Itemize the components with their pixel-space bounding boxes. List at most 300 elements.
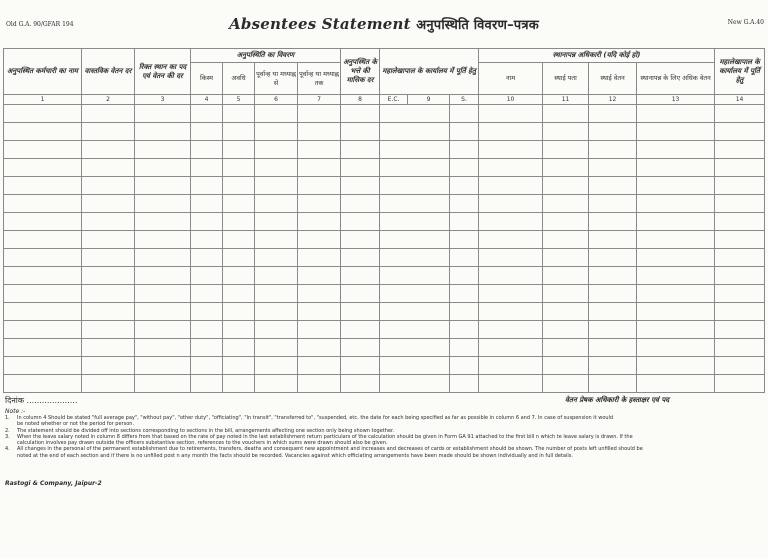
table-cell xyxy=(255,285,298,303)
table-cell xyxy=(479,159,543,177)
table-cell xyxy=(479,339,543,357)
note-title: Note :- xyxy=(5,408,26,415)
table-cell xyxy=(543,285,589,303)
table-cell xyxy=(4,231,82,249)
note-item: 2. The statement should be divided off into sections corresponding to sections in the bill, arrangements affecting one section only being shown together. xyxy=(5,427,395,434)
table-cell xyxy=(223,123,255,141)
table-cell xyxy=(135,195,191,213)
table-cell xyxy=(408,105,450,123)
table-cell xyxy=(82,195,135,213)
table-cell xyxy=(4,303,82,321)
col-number: 6 xyxy=(255,95,298,105)
table-row xyxy=(4,339,765,357)
table-cell xyxy=(589,141,637,159)
table-cell xyxy=(637,195,715,213)
table-cell xyxy=(191,159,223,177)
table-cell xyxy=(380,213,408,231)
table-cell xyxy=(191,249,223,267)
table-cell xyxy=(450,123,479,141)
table-cell xyxy=(82,321,135,339)
table-cell xyxy=(298,339,341,357)
table-cell xyxy=(543,249,589,267)
note-item: 4. All changes in the personal of the permanent establishment due to retirements, transfers, deaths and consequent new appointment and increases and decreases of cards or establishment should be shown. The number of posts left unfilled should be xyxy=(5,446,643,453)
table-cell xyxy=(637,375,715,393)
table-cell xyxy=(191,105,223,123)
table-cell xyxy=(255,141,298,159)
table-cell xyxy=(341,321,380,339)
table-cell xyxy=(298,249,341,267)
table-cell xyxy=(135,303,191,321)
table-cell xyxy=(223,303,255,321)
table-cell xyxy=(450,339,479,357)
table-cell xyxy=(82,285,135,303)
table-cell xyxy=(255,267,298,285)
table-cell xyxy=(4,339,82,357)
table-cell xyxy=(543,375,589,393)
table-cell xyxy=(255,357,298,375)
table-cell xyxy=(589,267,637,285)
table-cell xyxy=(298,213,341,231)
header-from: पूर्वान्ह या मध्याह्न से xyxy=(255,63,298,95)
table-cell xyxy=(450,321,479,339)
table-cell xyxy=(637,141,715,159)
table-cell xyxy=(191,375,223,393)
table-cell xyxy=(543,141,589,159)
table-cell xyxy=(450,231,479,249)
table-cell xyxy=(715,303,765,321)
table-cell xyxy=(223,177,255,195)
table-cell xyxy=(637,123,715,141)
table-cell xyxy=(543,213,589,231)
table-cell xyxy=(715,123,765,141)
table-cell xyxy=(479,213,543,231)
table-cell xyxy=(589,213,637,231)
table-cell xyxy=(4,375,82,393)
table-cell xyxy=(223,231,255,249)
table-cell xyxy=(255,339,298,357)
table-row xyxy=(4,159,765,177)
table-cell xyxy=(589,123,637,141)
header-ag-office-1: महालेखापाल के कार्यालय में पूर्ति हेतु xyxy=(380,49,479,95)
table-cell xyxy=(408,195,450,213)
table-cell xyxy=(135,141,191,159)
table-cell xyxy=(450,267,479,285)
table-cell xyxy=(191,285,223,303)
table-cell xyxy=(255,159,298,177)
note-item: be noted whether or not the period for person. xyxy=(17,421,135,428)
table-cell xyxy=(341,375,380,393)
note-item: calculation involves pay drawn outside the officers substantive section, references to the vouchers in which sums were drawn should also be given. xyxy=(17,440,388,447)
table-cell xyxy=(715,231,765,249)
table-cell xyxy=(82,177,135,195)
col-number: 12 xyxy=(589,95,637,105)
table-cell xyxy=(341,249,380,267)
table-cell xyxy=(298,357,341,375)
table-cell xyxy=(715,285,765,303)
table-cell xyxy=(298,105,341,123)
table-cell xyxy=(223,375,255,393)
column-number-row xyxy=(4,95,765,105)
table-cell xyxy=(715,177,765,195)
table-cell xyxy=(255,249,298,267)
table-cell xyxy=(82,339,135,357)
signature-label: वेतन प्रेषक अधिकारी के हस्ताक्षर एवं पद xyxy=(565,396,670,404)
table-cell xyxy=(298,195,341,213)
table-cell xyxy=(223,105,255,123)
table-row xyxy=(4,195,765,213)
table-cell xyxy=(543,267,589,285)
table-cell xyxy=(135,105,191,123)
table-row xyxy=(4,177,765,195)
table-cell xyxy=(408,123,450,141)
table-cell xyxy=(543,195,589,213)
table-cell xyxy=(543,339,589,357)
table-cell xyxy=(408,231,450,249)
note-item: noted at the end of each section and if there is no unfilled post n any month the facts should be recorded. Vacancies against which officiating arrangements have been made should be shown individually and in full details. xyxy=(17,452,573,459)
col-number: 1 xyxy=(4,95,82,105)
table-cell xyxy=(223,249,255,267)
table-cell xyxy=(589,375,637,393)
table-cell xyxy=(380,159,408,177)
header-permanent-address: स्थाई पता xyxy=(543,63,589,95)
table-cell xyxy=(4,321,82,339)
col-number-s: S. xyxy=(450,95,479,105)
table-cell xyxy=(715,321,765,339)
table-cell xyxy=(450,141,479,159)
table-cell xyxy=(341,141,380,159)
table-cell xyxy=(341,267,380,285)
table-cell xyxy=(715,195,765,213)
table-cell xyxy=(191,303,223,321)
table-cell xyxy=(408,249,450,267)
form-title-hindi: अनुपस्थिति विवरण–पत्रक xyxy=(416,18,539,33)
table-cell xyxy=(135,375,191,393)
table-cell xyxy=(191,357,223,375)
table-cell xyxy=(341,339,380,357)
table-cell xyxy=(135,159,191,177)
table-cell xyxy=(82,357,135,375)
table-cell xyxy=(82,123,135,141)
table-cell xyxy=(715,141,765,159)
table-cell xyxy=(637,357,715,375)
table-cell xyxy=(191,267,223,285)
table-row xyxy=(4,105,765,123)
table-cell xyxy=(298,267,341,285)
table-cell xyxy=(589,231,637,249)
absentees-table xyxy=(3,48,765,393)
table-cell xyxy=(543,303,589,321)
table-cell xyxy=(298,285,341,303)
col-number: 14 xyxy=(715,95,765,105)
table-cell xyxy=(408,267,450,285)
table-cell xyxy=(450,375,479,393)
table-cell xyxy=(479,177,543,195)
table-cell xyxy=(450,213,479,231)
table-cell xyxy=(380,321,408,339)
table-cell xyxy=(4,267,82,285)
table-cell xyxy=(223,195,255,213)
table-row xyxy=(4,249,765,267)
col-number-ec: E.C. xyxy=(380,95,408,105)
header-actual-pay: वास्तविक वेतन दर xyxy=(82,49,135,95)
table-cell xyxy=(4,213,82,231)
table-cell xyxy=(341,213,380,231)
table-cell xyxy=(255,321,298,339)
table-cell xyxy=(589,285,637,303)
table-cell xyxy=(715,357,765,375)
table-cell xyxy=(408,303,450,321)
table-cell xyxy=(637,321,715,339)
table-cell xyxy=(380,123,408,141)
table-cell xyxy=(479,141,543,159)
table-cell xyxy=(543,123,589,141)
table-cell xyxy=(4,195,82,213)
table-cell xyxy=(450,249,479,267)
header-period: अवधि xyxy=(223,63,255,95)
table-cell xyxy=(637,285,715,303)
table-cell xyxy=(223,339,255,357)
table-cell xyxy=(4,249,82,267)
table-cell xyxy=(341,177,380,195)
header-ag-office-2: महालेखापाल के कार्यालय में पूर्ति हेतु xyxy=(715,49,765,95)
table-cell xyxy=(380,357,408,375)
table-cell xyxy=(715,375,765,393)
table-cell xyxy=(135,321,191,339)
table-cell xyxy=(637,213,715,231)
table-cell xyxy=(255,177,298,195)
table-cell xyxy=(341,285,380,303)
table-row xyxy=(4,321,765,339)
table-cell xyxy=(408,285,450,303)
table-cell xyxy=(589,249,637,267)
table-cell xyxy=(589,195,637,213)
table-cell xyxy=(298,159,341,177)
table-cell xyxy=(82,267,135,285)
table-cell xyxy=(298,123,341,141)
table-row xyxy=(4,285,765,303)
table-cell xyxy=(589,303,637,321)
table-cell xyxy=(4,285,82,303)
table-cell xyxy=(82,141,135,159)
table-cell xyxy=(82,213,135,231)
table-cell xyxy=(589,321,637,339)
header-vacant-post-pay: रिक्त स्थान का पद एवं वेतन की दर xyxy=(135,49,191,95)
table-cell xyxy=(298,141,341,159)
group-substitute-officer: स्थानापन्न अधिकारी (यदि कोई हो) xyxy=(479,49,715,63)
table-cell xyxy=(408,159,450,177)
form-title xyxy=(0,15,768,33)
col-number: 2 xyxy=(82,95,135,105)
table-cell xyxy=(715,105,765,123)
table-cell xyxy=(135,231,191,249)
table-cell xyxy=(479,267,543,285)
new-form-reference: New G.A.40 xyxy=(727,19,764,26)
table-cell xyxy=(135,123,191,141)
table-cell xyxy=(479,375,543,393)
table-cell xyxy=(135,267,191,285)
table-cell xyxy=(82,105,135,123)
table-cell xyxy=(82,249,135,267)
col-number: 13 xyxy=(637,95,715,105)
note-item: 3. When the leave salary noted in column 8 differs from that based on the rate of pay noted in the last establishment return particulars of the calculation should be given in Form GA 91 attached to the first bill n which te leave salary is drawn. If the xyxy=(5,433,633,440)
table-cell xyxy=(380,303,408,321)
table-cell xyxy=(298,375,341,393)
col-number: 4 xyxy=(191,95,223,105)
table-cell xyxy=(255,375,298,393)
table-cell xyxy=(450,177,479,195)
table-cell xyxy=(637,303,715,321)
table-cell xyxy=(408,141,450,159)
table-cell xyxy=(255,213,298,231)
col-number: 11 xyxy=(543,95,589,105)
table-cell xyxy=(341,123,380,141)
old-form-reference: Old G.A. 90/GFAR 194 xyxy=(6,21,74,28)
table-cell xyxy=(380,375,408,393)
table-cell xyxy=(380,267,408,285)
table-cell xyxy=(637,267,715,285)
table-cell xyxy=(135,339,191,357)
table-cell xyxy=(82,303,135,321)
table-cell xyxy=(135,177,191,195)
table-row xyxy=(4,357,765,375)
header-substitute-name: नाम xyxy=(479,63,543,95)
table-cell xyxy=(543,105,589,123)
table-cell xyxy=(637,159,715,177)
table-cell xyxy=(543,321,589,339)
group-absence-details: अनुपस्थिति का विवरण xyxy=(191,49,341,63)
table-cell xyxy=(715,213,765,231)
table-cell xyxy=(341,159,380,177)
table-cell xyxy=(135,357,191,375)
col-number: 5 xyxy=(223,95,255,105)
table-cell xyxy=(191,321,223,339)
table-cell xyxy=(479,123,543,141)
table-cell xyxy=(479,321,543,339)
publisher-imprint: Rastogi & Company, Jaipur-2 xyxy=(5,480,102,487)
table-cell xyxy=(637,105,715,123)
table-cell xyxy=(408,357,450,375)
table-cell xyxy=(191,195,223,213)
table-cell xyxy=(341,357,380,375)
table-cell xyxy=(715,339,765,357)
table-cell xyxy=(341,231,380,249)
table-cell xyxy=(223,321,255,339)
header-to: पूर्वान्ह या मध्याह्न तक xyxy=(298,63,341,95)
table-cell xyxy=(255,195,298,213)
table-cell xyxy=(4,105,82,123)
table-cell xyxy=(637,339,715,357)
table-cell xyxy=(223,141,255,159)
table-cell xyxy=(589,105,637,123)
table-cell xyxy=(637,177,715,195)
table-cell xyxy=(543,177,589,195)
table-cell xyxy=(380,177,408,195)
table-row xyxy=(4,141,765,159)
date-label: दिनांक .................... xyxy=(5,396,78,405)
table-cell xyxy=(223,267,255,285)
table-cell xyxy=(255,231,298,249)
table-cell xyxy=(589,159,637,177)
table-cell xyxy=(191,231,223,249)
table-cell xyxy=(223,357,255,375)
table-cell xyxy=(380,339,408,357)
table-cell xyxy=(543,357,589,375)
table-cell xyxy=(589,177,637,195)
table-cell xyxy=(450,159,479,177)
table-cell xyxy=(135,249,191,267)
table-cell xyxy=(408,321,450,339)
table-cell xyxy=(479,249,543,267)
table-cell xyxy=(408,339,450,357)
table-cell xyxy=(479,231,543,249)
table-cell xyxy=(408,213,450,231)
table-cell xyxy=(191,123,223,141)
table-cell xyxy=(408,177,450,195)
table-cell xyxy=(380,105,408,123)
note-item: 1. In column 4 Should be stated "full average pay", "without pay", "other duty", "officiating", "In transit", "transferred to", "suspended, etc. the date for each being specified as far as possible in column 6 and 7. In case of suspension it would xyxy=(5,415,614,421)
header-monthly-allowance: अनुपस्थित के भत्ते की मासिक दर xyxy=(341,49,380,95)
table-cell xyxy=(255,303,298,321)
table-row xyxy=(4,123,765,141)
table-cell xyxy=(479,285,543,303)
table-cell xyxy=(637,231,715,249)
table-cell xyxy=(191,177,223,195)
table-cell xyxy=(380,249,408,267)
table-cell xyxy=(408,375,450,393)
table-cell xyxy=(450,357,479,375)
table-cell xyxy=(589,357,637,375)
table-cell xyxy=(255,123,298,141)
table-cell xyxy=(341,195,380,213)
col-number: 9 xyxy=(408,95,450,105)
col-number: 10 xyxy=(479,95,543,105)
table-cell xyxy=(450,105,479,123)
table-cell xyxy=(255,105,298,123)
table-cell xyxy=(4,123,82,141)
table-cell xyxy=(298,321,341,339)
table-cell xyxy=(4,357,82,375)
table-cell xyxy=(380,195,408,213)
table-cell xyxy=(450,285,479,303)
table-cell xyxy=(341,303,380,321)
col-number: 8 xyxy=(341,95,380,105)
table-cell xyxy=(715,159,765,177)
table-cell xyxy=(479,357,543,375)
form-title-english: Absentees Statement xyxy=(229,15,411,33)
table-cell xyxy=(82,159,135,177)
table-cell xyxy=(82,231,135,249)
header-type: किस्म xyxy=(191,63,223,95)
header-employee-name: अनुपस्थित कर्मचारी का नाम xyxy=(4,49,82,95)
table-cell xyxy=(450,195,479,213)
table-cell xyxy=(341,105,380,123)
table-cell xyxy=(4,159,82,177)
header-permanent-pay: स्थाई वेतन xyxy=(589,63,637,95)
table-cell xyxy=(479,105,543,123)
table-cell xyxy=(479,303,543,321)
header-extra-pay: स्थानापन्न के लिए अधिक वेतन xyxy=(637,63,715,95)
table-cell xyxy=(4,177,82,195)
col-number: 3 xyxy=(135,95,191,105)
table-cell xyxy=(298,177,341,195)
col-number: 7 xyxy=(298,95,341,105)
table-cell xyxy=(380,285,408,303)
table-row xyxy=(4,267,765,285)
table-cell xyxy=(380,141,408,159)
table-cell xyxy=(543,159,589,177)
notes-list xyxy=(5,415,765,459)
table-cell xyxy=(4,141,82,159)
